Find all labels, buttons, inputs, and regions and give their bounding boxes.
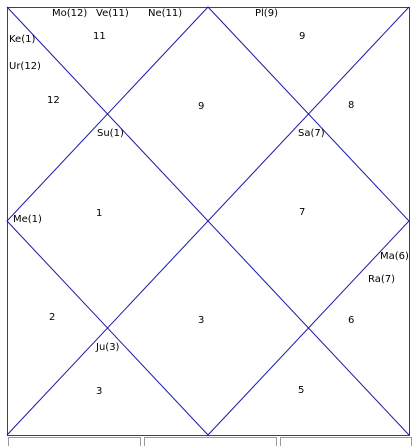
- bottom-tab[interactable]: [144, 437, 277, 446]
- house-number: 7: [299, 207, 306, 218]
- planet-label: Ju(3): [96, 342, 120, 353]
- bottom-tab[interactable]: [280, 437, 412, 446]
- house-number: 9: [299, 31, 306, 42]
- house-number: 1: [96, 208, 103, 219]
- house-number: 12: [47, 95, 60, 106]
- house-number: 5: [298, 385, 305, 396]
- bottom-tab[interactable]: [8, 437, 141, 446]
- planet-label: Ke(1): [9, 34, 36, 45]
- planet-label: Ve(11): [96, 8, 129, 19]
- house-number: 2: [49, 312, 56, 323]
- planet-label: Me(1): [13, 214, 42, 225]
- house-number: 3: [198, 315, 205, 326]
- planet-label: Ur(12): [9, 61, 41, 72]
- house-number: 11: [93, 31, 106, 42]
- planet-label: Ra(7): [368, 274, 396, 285]
- house-number: 9: [198, 101, 205, 112]
- planet-label: Pl(9): [255, 8, 278, 19]
- planet-label: Sa(7): [298, 128, 325, 139]
- planet-label: Su(1): [97, 128, 124, 139]
- house-number: 8: [348, 100, 355, 111]
- house-number: 3: [96, 386, 103, 397]
- planet-label: Mo(12): [52, 8, 88, 19]
- planet-label: Ne(11): [148, 8, 183, 19]
- planet-label: Ma(6): [380, 251, 409, 262]
- house-number: 6: [348, 315, 355, 326]
